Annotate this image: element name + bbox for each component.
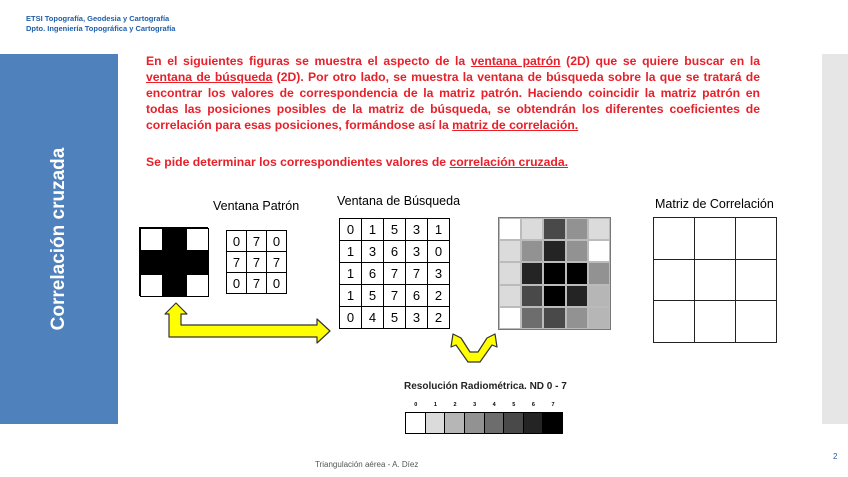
scale-swatch — [406, 413, 426, 433]
matrix-cell: 1 — [340, 241, 362, 263]
matrix-cell: 6 — [384, 241, 406, 263]
double-arrow-icon — [165, 303, 330, 343]
matrix-cell: 0 — [267, 273, 287, 294]
matrix-cell: 0 — [227, 273, 247, 294]
header-line-1: ETSI Topografía, Geodesia y Cartografía — [26, 14, 170, 23]
matrix-cell: 2 — [428, 285, 450, 307]
matrix-cell: 0 — [267, 231, 287, 252]
sidebar-title: Correlación cruzada — [48, 147, 69, 331]
scale-swatch — [504, 413, 524, 433]
matrix-cell: 7 — [227, 252, 247, 273]
matrix-cell: 7 — [267, 252, 287, 273]
matrix-cell: 7 — [247, 231, 267, 252]
matrix-cell: 6 — [406, 285, 428, 307]
matrix-cell: 7 — [384, 263, 406, 285]
matrix-cell: 4 — [362, 307, 384, 329]
intro-text-2: (2D) que se quiere buscar en la — [560, 54, 760, 68]
matrix-cell: 5 — [384, 307, 406, 329]
scale-title: Resolución Radiométrica. ND 0 - 7 — [404, 381, 567, 392]
matrix-cell: 0 — [428, 241, 450, 263]
scale-swatch — [485, 413, 505, 433]
scale-label: 2 — [453, 402, 457, 408]
matrix-cell: 1 — [340, 285, 362, 307]
header-line-2: Dpto. Ingeniería Topográfica y Cartografía — [26, 24, 176, 33]
up-double-arrow-icon — [451, 334, 497, 362]
matrix-cell: 3 — [362, 241, 384, 263]
matrix-cell: 1 — [428, 219, 450, 241]
term-ventana-busqueda: ventana de búsqueda — [146, 70, 273, 84]
matrix-cell: 1 — [340, 263, 362, 285]
scale-labels — [406, 402, 563, 410]
scale-swatch — [543, 413, 562, 433]
matrix-cell: 6 — [362, 263, 384, 285]
matrix-cell: 0 — [340, 307, 362, 329]
intro-text-1: En el siguientes figuras se muestra el aspecto de la — [146, 54, 471, 68]
page-number: 2 — [833, 452, 838, 461]
scale-label: 3 — [473, 402, 477, 408]
matrix-cell: 5 — [384, 219, 406, 241]
scale-label: 6 — [531, 402, 535, 408]
term-matriz-correlacion: matriz de correlación. — [452, 118, 579, 132]
scale-swatch — [465, 413, 485, 433]
scale-swatch — [445, 413, 465, 433]
scale-label: 0 — [414, 402, 418, 408]
matrix-cell: 3 — [406, 307, 428, 329]
matrix-cell: 3 — [428, 263, 450, 285]
term-correlacion-cruzada: correlación cruzada. — [449, 155, 568, 169]
scale-swatch — [524, 413, 544, 433]
matrix-cell: 2 — [428, 307, 450, 329]
scale-label: 1 — [433, 402, 437, 408]
matrix-cell: 7 — [406, 263, 428, 285]
intro-text-3: (2D). Por otro lado, se muestra la ventana de búsqueda sobre la que se tratará de encontrar los valores de correspondencia de la matriz patrón. Haciendo coincidir la matriz patrón en todas las posiciones posibles de la matriz de búsqueda, se obtendrán los diferentes coeficientes de correlación para esas posiciones, formándose así la — [146, 70, 760, 132]
scale-label: 7 — [551, 402, 555, 408]
matrix-cell: 0 — [340, 219, 362, 241]
matrix-cell: 7 — [247, 273, 267, 294]
question-text: Se pide determinar los correspondientes valores de — [146, 155, 450, 169]
label-pattern: Ventana Patrón — [213, 199, 300, 213]
matrix-cell: 3 — [406, 219, 428, 241]
matrix-cell: 3 — [406, 241, 428, 263]
matrix-cell: 5 — [362, 285, 384, 307]
scale-swatch — [426, 413, 446, 433]
scale-label: 4 — [492, 402, 496, 408]
footer: Triangulación aérea - A. Díez — [315, 460, 419, 469]
gray-scale-bar — [405, 412, 563, 434]
matrix-cell: 7 — [247, 252, 267, 273]
matrix-cell: 7 — [384, 285, 406, 307]
scale-label: 5 — [512, 402, 516, 408]
label-correlation: Matriz de Correlación — [655, 197, 774, 211]
matrix-cell: 0 — [227, 231, 247, 252]
label-search: Ventana de Búsqueda — [337, 194, 461, 208]
term-ventana-patron: ventana patrón — [470, 54, 561, 68]
matrix-cell: 1 — [362, 219, 384, 241]
